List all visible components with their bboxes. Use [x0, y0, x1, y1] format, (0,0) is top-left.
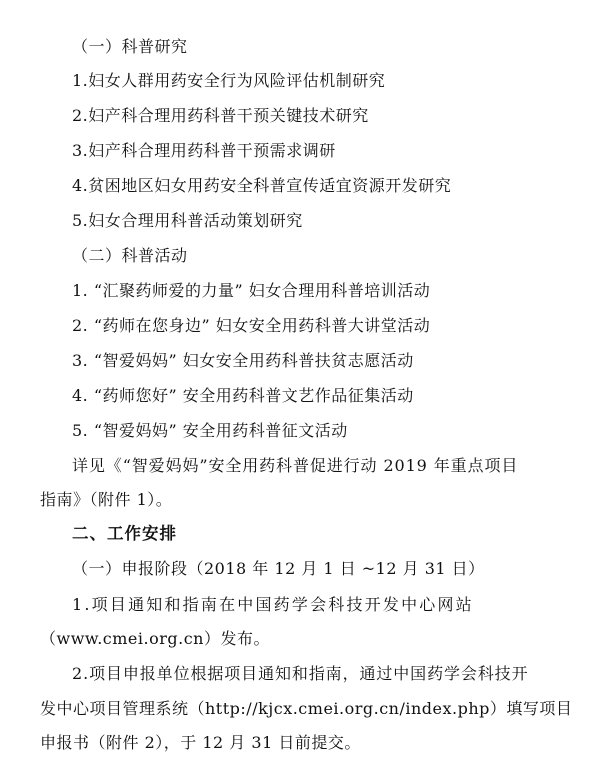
- detail-paragraph-line-1: 详见《“智爱妈妈”安全用药科普促进行动 2019 年重点项目: [72, 456, 519, 475]
- research-item-4: 4.贫困地区妇女用药安全科普宣传适宜资源开发研究: [72, 176, 452, 195]
- research-item-2: 2.妇产科合理用药科普干预关键技术研究: [72, 106, 369, 125]
- step1-line-2: （www.cmei.org.cn）发布。: [40, 629, 270, 648]
- research-item-1: 1.妇女人群用药安全行为风险评估机制研究: [72, 71, 386, 90]
- subheading-science-activities: （二）科普活动: [72, 246, 188, 265]
- research-item-3: 3.妇产科合理用药科普干预需求调研: [72, 141, 336, 160]
- activity-item-5: 5. “智爱妈妈” 安全用药科普征文活动: [72, 421, 348, 440]
- subheading-application-phase: （一）申报阶段（2018 年 12 月 1 日 ~12 月 31 日）: [72, 559, 485, 578]
- step2-line-3: 申报书（附件 2），于 12 月 31 日前提交。: [40, 733, 361, 752]
- research-item-5: 5.妇女合理用科普活动策划研究: [72, 211, 303, 230]
- step1-line-1: 1.项目通知和指南在中国药学会科技开发中心网站: [72, 595, 474, 614]
- activity-item-4: 4. “药师您好” 安全用药科普文艺作品征集活动: [72, 386, 414, 405]
- activity-item-2: 2. “药师在您身边” 妇女安全用药科普大讲堂活动: [72, 316, 431, 335]
- detail-paragraph-line-2: 指南》（附件 1）。: [40, 490, 173, 509]
- subheading-science-research: （一）科普研究: [72, 37, 188, 56]
- step2-line-2: 发中心项目管理系统（http://kjcx.cmei.org.cn/index.php）填写项目: [40, 699, 573, 718]
- section-heading-work-arrangement: 二、工作安排: [72, 524, 177, 543]
- step2-line-1: 2.项目申报单位根据项目通知和指南，通过中国药学会科技开: [72, 664, 529, 683]
- activity-item-3: 3. “智爱妈妈” 妇女安全用药科普扶贫志愿活动: [72, 351, 414, 370]
- activity-item-1: 1. “汇聚药师爱的力量” 妇女合理用科普培训活动: [72, 281, 431, 300]
